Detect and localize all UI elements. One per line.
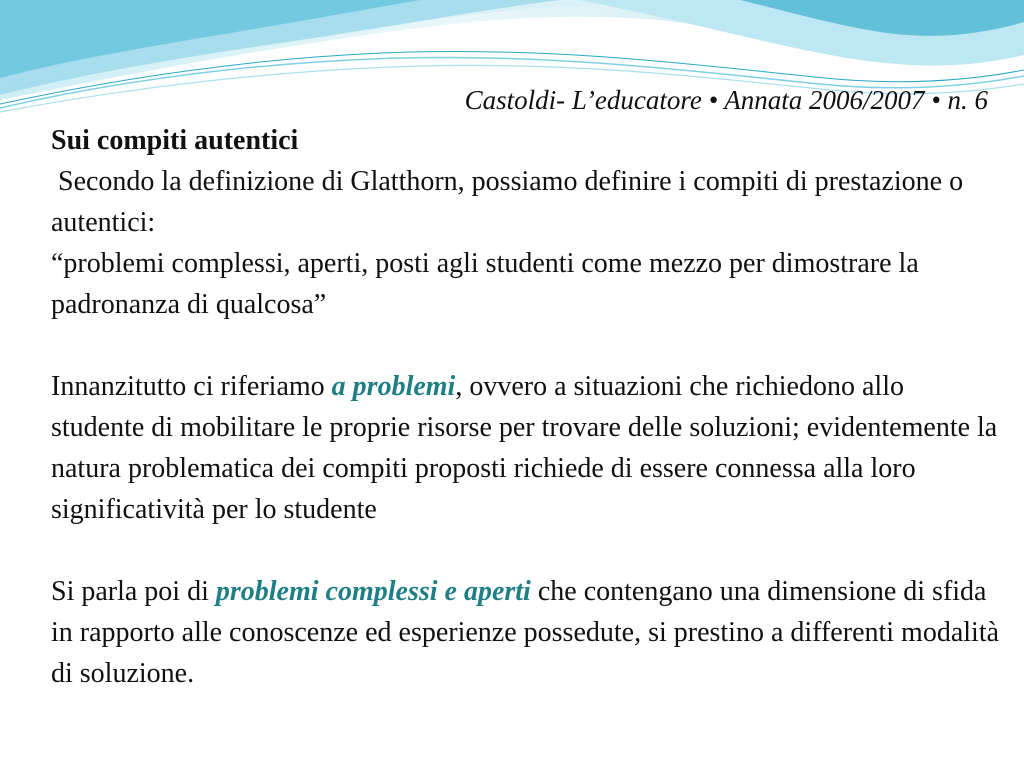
paragraph-problems — [51, 366, 1001, 530]
paragraph-problems-start: Innanzitutto ci riferiamo — [51, 371, 332, 402]
highlight-problems: a problemi — [331, 371, 456, 402]
paragraph-complex-start: Si parla poi di — [51, 576, 216, 607]
intro-paragraph: Secondo la definizione di Glatthorn, possiamo definire i compiti di prestazione o autentici: — [51, 166, 971, 238]
paragraph-complex-rest: che contengano una dimensione di sfida in rapporto alle conoscenze ed esperienze possedute, si prestino a differenti modalità di soluzione. — [51, 576, 1000, 689]
citation-header: Castoldi- L’educatore • Annata 2006/2007 • n. 6 — [464, 85, 988, 115]
definition-quote: “problemi complessi, aperti, posti agli studenti come mezzo per dimostrare la padronanza di qualcosa” — [51, 248, 919, 320]
spacer — [51, 530, 1001, 571]
slide-heading: Sui compiti autentici — [51, 125, 299, 156]
paragraph-problems-rest: , ovvero a situazioni che richiedono allo studente di mobilitare le proprie risorse per trovare delle soluzioni; evidentemente la natura problematica dei compiti proposti richiede di essere connessa alla loro significatività per lo studente — [51, 371, 998, 525]
slide-body — [51, 120, 1001, 694]
paragraph-complex-open — [51, 571, 1001, 694]
highlight-complex-open: problemi complessi e aperti — [215, 576, 531, 607]
spacer — [51, 325, 1001, 366]
